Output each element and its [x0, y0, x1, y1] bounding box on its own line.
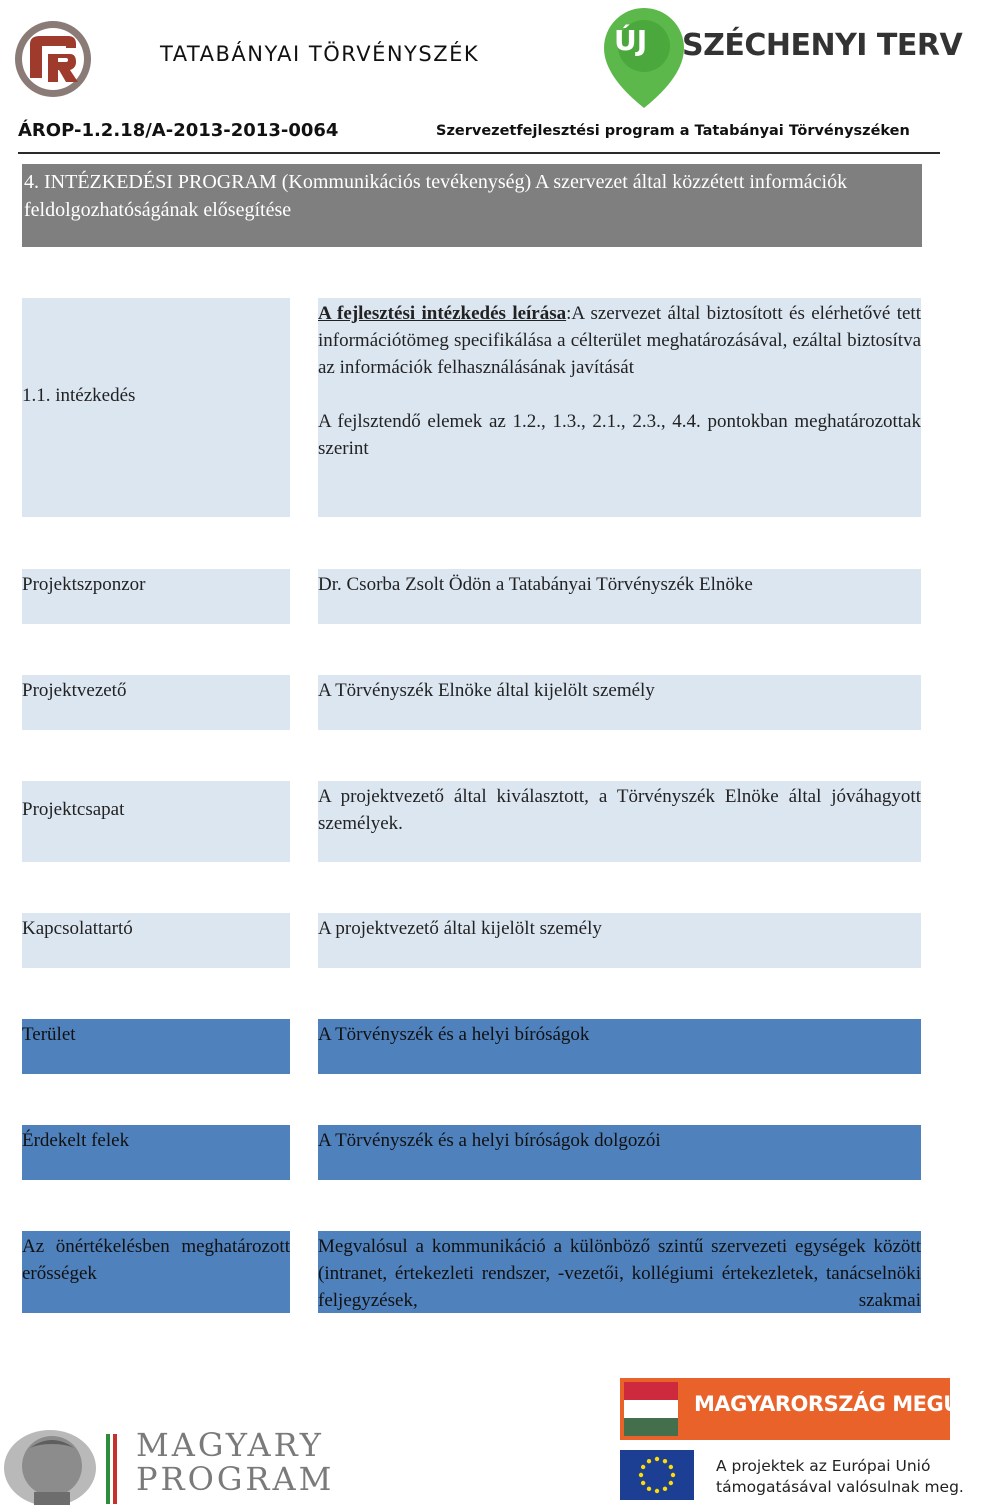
eu-star [647, 1487, 651, 1491]
eu-star [669, 1481, 673, 1485]
eu-star [639, 1473, 643, 1477]
court-logo [12, 18, 94, 100]
szechenyi-logo-text: SZÉCHENYI TERV [682, 28, 963, 63]
elements-text: A fejlsztendő elemek az 1.2., 1.3., 2.1., 2.3., 4.4. pontokban meghatározottak szerint [318, 411, 921, 459]
eu-line1: A projektek az Európai Unió [716, 1457, 931, 1475]
section-heading: 4. INTÉZKEDÉSI PROGRAM (Kommunikációs tevékenység) A szervezet által közzétett információk feldolgozhatóságának elősegítése [22, 164, 922, 247]
row-value-kapcsolattarto: A projektvezető által kijelölt személy [318, 913, 921, 968]
row-value-projektvezeto: A Törvényszék Elnöke által kijelölt személy [318, 675, 921, 730]
magyary-line2: PROGRAM [136, 1460, 335, 1498]
eu-star [641, 1481, 645, 1485]
description-separator: : [566, 303, 572, 324]
eu-star [663, 1459, 667, 1463]
court-name: TATABÁNYAI TÖRVÉNYSZÉK [160, 42, 480, 66]
eu-line2: támogatásával valósulnak meg. [716, 1478, 964, 1496]
row-value-erdekelt-felek: A Törvényszék és a helyi bíróságok dolgozói [318, 1125, 921, 1180]
row-label-terulet: Terület [22, 1019, 290, 1074]
row-value-projektszponzor: Dr. Csorba Zsolt Ödön a Tatabányai Törvényszék Elnöke [318, 569, 921, 624]
project-title: Szervezetfejlesztési program a Tatabányai Törvényszéken [436, 123, 910, 139]
hungarian-flag-icon [624, 1382, 678, 1436]
eu-star [669, 1465, 673, 1469]
project-code: ÁROP-1.2.18/A-2013-2013-0064 [18, 120, 339, 141]
measure-label: 1.1. intézkedés [22, 385, 136, 406]
eu-flag-icon [620, 1450, 694, 1500]
row-label-projektcsapat: Projektcsapat [22, 781, 290, 862]
description-paragraph [318, 300, 921, 381]
measure-label-cell [22, 298, 290, 517]
eu-star [655, 1489, 659, 1493]
magyary-line1: MAGYARY [136, 1426, 324, 1464]
row-label-projektvezeto: Projektvezető [22, 675, 290, 730]
eu-star [641, 1465, 645, 1469]
magyary-program-text [136, 1428, 334, 1496]
eu-star [647, 1459, 651, 1463]
row-label-erossegek: Az önértékelésben meghatározott erősségek [22, 1231, 290, 1313]
szechenyi-logo-top: ÚJ [614, 24, 648, 57]
description-heading: A fejlesztési intézkedés leírása [318, 303, 567, 324]
row-label-kapcsolattarto: Kapcsolattartó [22, 913, 290, 968]
description-text: A szervezet által biztosított és elérhetővé tett információtömeg specifikálása a célterület meghatározásával, ezáltal biztosítva az információk felhasználásának javítását [318, 303, 921, 378]
eu-star [671, 1473, 675, 1477]
eu-star [655, 1457, 659, 1461]
row-label-projektszponzor: Projektszponzor [22, 569, 290, 624]
eu-support-text [716, 1456, 964, 1498]
header-divider [18, 152, 940, 154]
eu-star [663, 1487, 667, 1491]
row-value-terulet: A Törvényszék és a helyi bíróságok [318, 1019, 921, 1074]
magyarorszag-megujul-text: MAGYARORSZÁG MEGÚJUL [694, 1392, 997, 1416]
measure-description-cell [318, 298, 921, 517]
row-value-erossegek: Megvalósul a kommunikáció a különböző szintű szervezeti egységek között (intranet, értekezleti rendszer, -vezetői, kollégiumi értekezletek, tanácselnöki feljegyzések, szakmai [318, 1231, 921, 1313]
row-label-erdekelt-felek: Érdekelt felek [22, 1125, 290, 1180]
row-value-projektcsapat: A projektvezető által kiválasztott, a Törvényszék Elnöke által jóváhagyott személyek. [318, 781, 921, 862]
